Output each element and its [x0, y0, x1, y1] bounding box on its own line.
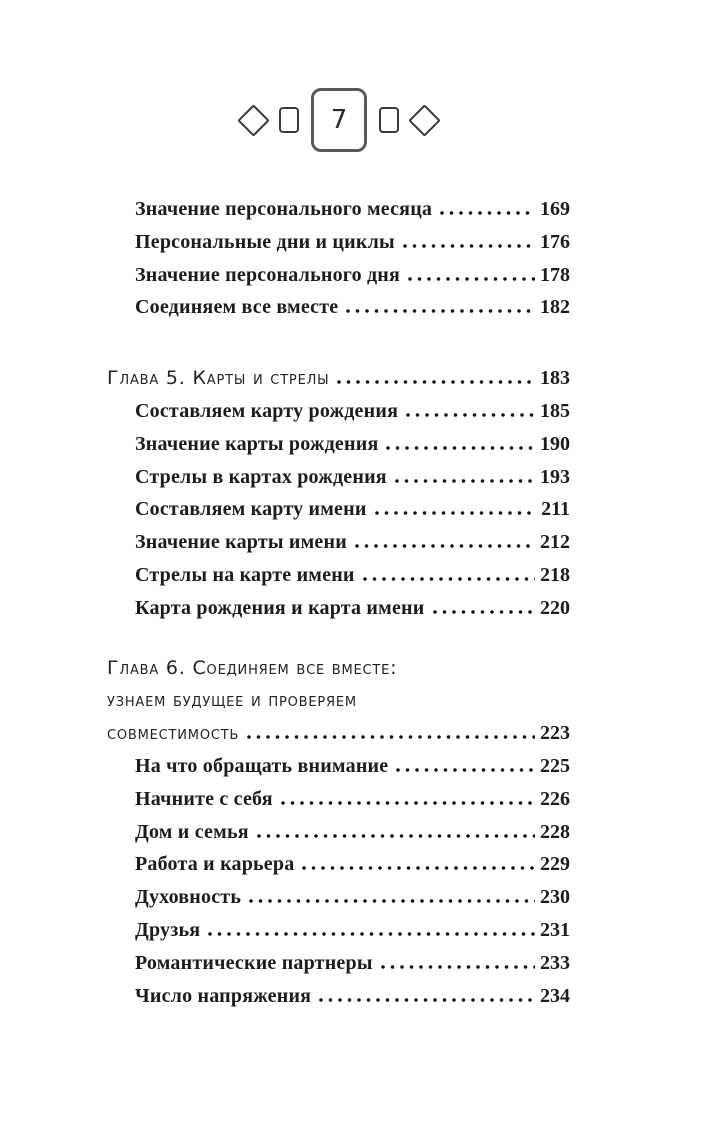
toc-title: Персональные дни и циклы [135, 230, 395, 253]
toc-page-number: 176 [540, 230, 570, 253]
dot-leader [375, 511, 537, 515]
toc-page-number: 223 [540, 722, 570, 745]
toc-row [107, 914, 570, 947]
dot-leader [355, 544, 535, 548]
dot-leader [319, 998, 535, 1002]
toc-chapter-title: Глава 5. Карты и стрелы [107, 367, 330, 390]
page-number: 7 [330, 105, 348, 135]
toc-page-number: 230 [540, 886, 570, 909]
dot-leader [337, 380, 535, 384]
toc-row [107, 816, 570, 849]
toc-row [107, 291, 570, 324]
card-icon [279, 107, 299, 133]
toc-row [107, 783, 570, 816]
dot-leader [381, 965, 535, 969]
toc-page-number: 231 [540, 918, 570, 941]
toc-page-number: 226 [540, 787, 570, 810]
dot-leader [433, 610, 536, 614]
toc-title: Составляем карту рождения [135, 399, 399, 422]
toc-title: Значение карты рождения [135, 432, 379, 455]
toc-title: Значение карты имени [135, 531, 347, 554]
toc-page-number: 183 [540, 367, 570, 390]
toc-page-number: 225 [540, 754, 570, 777]
toc-page-number: 190 [540, 432, 570, 455]
toc-page-number: 185 [540, 399, 570, 422]
toc-page-number: 234 [540, 984, 570, 1007]
toc-page-number: 233 [540, 951, 570, 974]
toc-title: Карта рождения и карта имени [135, 596, 425, 619]
toc-page-number: 220 [540, 596, 570, 619]
toc-chapter-title: узнаем будущее и проверяем [107, 689, 357, 712]
toc-row [107, 226, 570, 259]
toc-page-number: 212 [540, 531, 570, 554]
toc-page-number: 218 [540, 563, 570, 586]
dot-leader [208, 932, 535, 936]
dot-leader [281, 801, 535, 805]
toc-row [107, 592, 570, 625]
toc-title: Дом и семья [135, 820, 249, 843]
toc-title: Составляем карту имени [135, 498, 367, 521]
toc-row [107, 259, 570, 292]
toc-chapter-row [107, 652, 570, 685]
toc-row [107, 750, 570, 783]
toc-page-number: 169 [540, 198, 570, 220]
card-icon [379, 107, 399, 133]
toc-title: Стрелы на карте имени [135, 563, 355, 586]
page-number-card [311, 88, 367, 152]
toc-chapter-row [107, 717, 570, 750]
dot-leader [408, 277, 535, 281]
dot-leader [440, 211, 535, 215]
toc-row [107, 980, 570, 1013]
toc-page-number: 193 [540, 465, 570, 488]
toc-page-number: 211 [541, 498, 570, 521]
toc-chapter-row [107, 362, 570, 395]
page-header [238, 88, 440, 152]
toc-chapter-title: Глава 6. Соединяем все вместе: [107, 656, 398, 679]
dot-leader [249, 899, 535, 903]
toc-row [107, 193, 570, 226]
dot-leader [247, 735, 535, 739]
dot-leader [403, 244, 535, 248]
toc-title: Работа и карьера [135, 853, 295, 876]
dot-leader [395, 479, 535, 483]
toc-row [107, 493, 570, 526]
toc-page-number: 182 [540, 296, 570, 319]
table-of-contents [107, 193, 570, 1012]
dot-leader [257, 834, 535, 838]
toc-title: Соединяем все вместе [135, 296, 339, 319]
diamond-icon [408, 104, 441, 137]
dot-leader [302, 866, 535, 870]
toc-page-number: 228 [540, 820, 570, 843]
toc-title: На что обращать внимание [135, 754, 389, 777]
dot-leader [396, 768, 535, 772]
toc-title: Друзья [135, 918, 201, 941]
dot-leader [386, 446, 535, 450]
toc-title: Значение персонального месяца [135, 198, 433, 220]
toc-title: Значение персонального дня [135, 263, 401, 286]
toc-row [107, 559, 570, 592]
diamond-icon [237, 104, 270, 137]
toc-title: Начните с себя [135, 787, 273, 810]
toc-row [107, 947, 570, 980]
toc-title: Духовность [135, 886, 242, 909]
toc-title: Стрелы в картах рождения [135, 465, 387, 488]
toc-row [107, 428, 570, 461]
toc-row [107, 526, 570, 559]
toc-row [107, 881, 570, 914]
toc-page-number: 229 [540, 853, 570, 876]
toc-title: Романтические партнеры [135, 951, 373, 974]
toc-row [107, 395, 570, 428]
dot-leader [406, 413, 535, 417]
toc-chapter-title: совместимость [107, 722, 240, 745]
dot-leader [346, 309, 535, 313]
toc-title: Число напряжения [135, 984, 312, 1007]
toc-row [107, 461, 570, 494]
toc-page-number: 178 [540, 263, 570, 286]
dot-leader [363, 577, 535, 581]
toc-row [107, 848, 570, 881]
toc-chapter-row [107, 684, 570, 717]
